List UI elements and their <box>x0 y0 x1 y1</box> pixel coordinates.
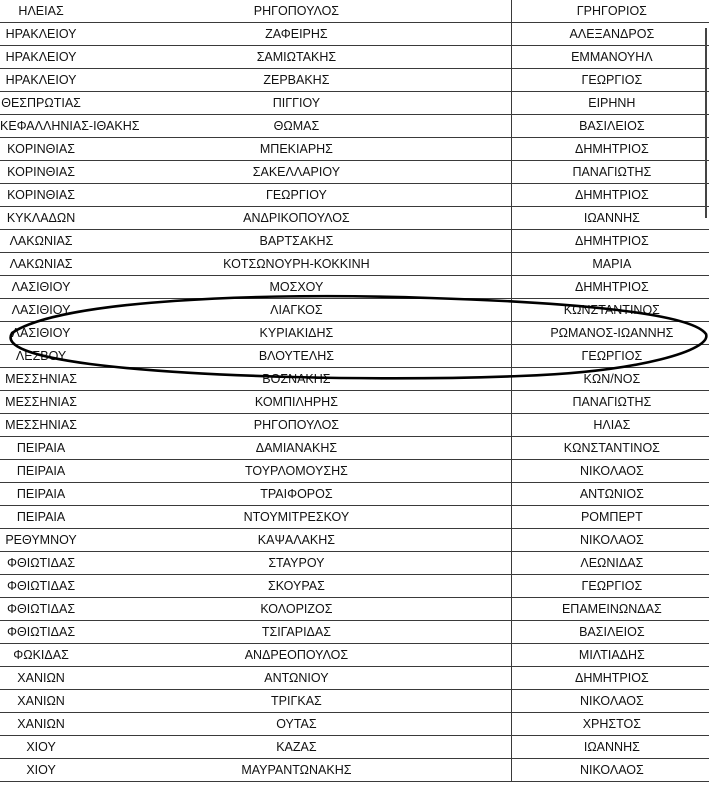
surname-cell: ΤΟΥΡΛΟΜΟΥΣΗΣ <box>82 460 511 483</box>
firstname-cell: ΝΙΚΟΛΑΟΣ <box>511 460 709 483</box>
surname-cell: ΜΠΕΚΙΑΡΗΣ <box>82 138 511 161</box>
table-row <box>0 23 709 46</box>
table-row <box>0 115 709 138</box>
region-cell: ΗΡΑΚΛΕΙΟΥ <box>0 23 82 46</box>
surname-cell: ΚΟΛΟΡΙΖΟΣ <box>82 598 511 621</box>
firstname-cell: ΚΩΝΣΤΑΝΤΙΝΟΣ <box>511 437 709 460</box>
region-cell: ΧΑΝΙΩΝ <box>0 690 82 713</box>
region-cell: ΛΑΚΩΝΙΑΣ <box>0 230 82 253</box>
surname-cell: ΡΗΓΟΠΟΥΛΟΣ <box>82 414 511 437</box>
region-cell: ΛΑΣΙΘΙΟΥ <box>0 299 82 322</box>
table-row <box>0 368 709 391</box>
firstname-cell: ΜΙΛΤΙΑΔΗΣ <box>511 644 709 667</box>
firstname-cell: ΓΡΗΓΟΡΙΟΣ <box>511 0 709 23</box>
table-row <box>0 713 709 736</box>
firstname-cell: ΗΛΙΑΣ <box>511 414 709 437</box>
firstname-cell: ΝΙΚΟΛΑΟΣ <box>511 690 709 713</box>
table-row <box>0 552 709 575</box>
firstname-cell: ΑΛΕΞΑΝΔΡΟΣ <box>511 23 709 46</box>
firstname-cell: ΓΕΩΡΓΙΟΣ <box>511 345 709 368</box>
surname-cell: ΖΕΡΒΑΚΗΣ <box>82 69 511 92</box>
firstname-cell: ΠΑΝΑΓΙΩΤΗΣ <box>511 391 709 414</box>
surname-cell: ΟΥΤΑΣ <box>82 713 511 736</box>
table-row <box>0 230 709 253</box>
table-row <box>0 529 709 552</box>
surname-cell: ΚΥΡΙΑΚΙΔΗΣ <box>82 322 511 345</box>
firstname-cell: ΓΕΩΡΓΙΟΣ <box>511 69 709 92</box>
surname-cell: ΤΡΑΙΦΟΡΟΣ <box>82 483 511 506</box>
surname-cell: ΖΑΦΕΙΡΗΣ <box>82 23 511 46</box>
surname-cell: ΤΡΙΓΚΑΣ <box>82 690 511 713</box>
firstname-cell: ΔΗΜΗΤΡΙΟΣ <box>511 276 709 299</box>
table-row <box>0 253 709 276</box>
region-cell: ΧΑΝΙΩΝ <box>0 713 82 736</box>
table-row <box>0 759 709 782</box>
region-cell: ΧΙΟΥ <box>0 759 82 782</box>
surname-cell: ΒΑΡΤΣΑΚΗΣ <box>82 230 511 253</box>
surname-cell: ΑΝΔΡΙΚΟΠΟΥΛΟΣ <box>82 207 511 230</box>
table-row <box>0 506 709 529</box>
firstname-cell: ΓΕΩΡΓΙΟΣ <box>511 575 709 598</box>
region-cell: ΡΕΘΥΜΝΟΥ <box>0 529 82 552</box>
surname-cell: ΣΑΚΕΛΛΑΡΙΟΥ <box>82 161 511 184</box>
surname-cell: ΓΕΩΡΓΙΟΥ <box>82 184 511 207</box>
surname-cell: ΛΙΑΓΚΟΣ <box>82 299 511 322</box>
table-row <box>0 207 709 230</box>
firstname-cell: ΑΝΤΩΝΙΟΣ <box>511 483 709 506</box>
table-row <box>0 690 709 713</box>
region-cell: ΗΡΑΚΛΕΙΟΥ <box>0 69 82 92</box>
table-row <box>0 598 709 621</box>
region-cell: ΦΘΙΩΤΙΔΑΣ <box>0 552 82 575</box>
surname-cell: ΤΣΙΓΑΡΙΔΑΣ <box>82 621 511 644</box>
surname-cell: ΚΟΜΠΙΛΗΡΗΣ <box>82 391 511 414</box>
table-row <box>0 46 709 69</box>
region-cell: ΜΕΣΣΗΝΙΑΣ <box>0 391 82 414</box>
region-cell: ΚΟΡΙΝΘΙΑΣ <box>0 138 82 161</box>
surname-cell: ΡΗΓΟΠΟΥΛΟΣ <box>82 0 511 23</box>
firstname-cell: ΒΑΣΙΛΕΙΟΣ <box>511 621 709 644</box>
surname-cell: ΠΙΓΓΙΟΥ <box>82 92 511 115</box>
region-cell: ΛΑΚΩΝΙΑΣ <box>0 253 82 276</box>
table-row <box>0 345 709 368</box>
table-row <box>0 644 709 667</box>
region-cell: ΚΥΚΛΑΔΩΝ <box>0 207 82 230</box>
table-row <box>0 736 709 759</box>
surname-cell: ΚΑΖΑΣ <box>82 736 511 759</box>
region-cell: ΚΟΡΙΝΘΙΑΣ <box>0 161 82 184</box>
table-row <box>0 92 709 115</box>
region-cell: ΧΙΟΥ <box>0 736 82 759</box>
firstname-cell: ΧΡΗΣΤΟΣ <box>511 713 709 736</box>
region-cell: ΗΡΑΚΛΕΙΟΥ <box>0 46 82 69</box>
region-cell: ΜΕΣΣΗΝΙΑΣ <box>0 368 82 391</box>
firstname-cell: ΔΗΜΗΤΡΙΟΣ <box>511 230 709 253</box>
firstname-cell: ΕΙΡΗΝΗ <box>511 92 709 115</box>
firstname-cell: ΚΩΝ/ΝΟΣ <box>511 368 709 391</box>
firstname-cell: ΕΜΜΑΝΟΥΗΛ <box>511 46 709 69</box>
table-row <box>0 621 709 644</box>
firstname-cell: ΚΩΝΣΤΑΝΤΙΝΟΣ <box>511 299 709 322</box>
region-cell: ΠΕΙΡΑΙΑ <box>0 437 82 460</box>
table-row <box>0 414 709 437</box>
table-row <box>0 161 709 184</box>
region-cell: ΦΩΚΙΔΑΣ <box>0 644 82 667</box>
region-cell: ΚΕΦΑΛΛΗΝΙΑΣ-ΙΘΑΚΗΣ <box>0 115 82 138</box>
firstname-cell: ΔΗΜΗΤΡΙΟΣ <box>511 667 709 690</box>
firstname-cell: ΝΙΚΟΛΑΟΣ <box>511 759 709 782</box>
table-row <box>0 667 709 690</box>
region-cell: ΛΑΣΙΘΙΟΥ <box>0 322 82 345</box>
surname-cell: ΒΛΟΥΤΕΛΗΣ <box>82 345 511 368</box>
surname-cell: ΜΟΣΧΟΥ <box>82 276 511 299</box>
firstname-cell: ΛΕΩΝΙΔΑΣ <box>511 552 709 575</box>
region-cell: ΛΕΣΒΟΥ <box>0 345 82 368</box>
table-row <box>0 483 709 506</box>
surname-cell: ΑΝΔΡΕΟΠΟΥΛΟΣ <box>82 644 511 667</box>
firstname-cell: ΠΑΝΑΓΙΩΤΗΣ <box>511 161 709 184</box>
table-row <box>0 276 709 299</box>
table-row <box>0 437 709 460</box>
surname-cell: ΣΚΟΥΡΑΣ <box>82 575 511 598</box>
firstname-cell: ΙΩΑΝΝΗΣ <box>511 207 709 230</box>
region-cell: ΠΕΙΡΑΙΑ <box>0 460 82 483</box>
region-cell: ΗΛΕΙΑΣ <box>0 0 82 23</box>
firstname-cell: ΕΠΑΜΕΙΝΩΝΔΑΣ <box>511 598 709 621</box>
table-row <box>0 69 709 92</box>
firstname-cell: ΙΩΑΝΝΗΣ <box>511 736 709 759</box>
region-cell: ΜΕΣΣΗΝΙΑΣ <box>0 414 82 437</box>
firstname-cell: ΒΑΣΙΛΕΙΟΣ <box>511 115 709 138</box>
firstname-cell: ΡΩΜΑΝΟΣ-ΙΩΑΝΝΗΣ <box>511 322 709 345</box>
surname-cell: ΣΤΑΥΡΟΥ <box>82 552 511 575</box>
surname-cell: ΝΤΟΥΜΙΤΡΕΣΚΟΥ <box>82 506 511 529</box>
surname-cell: ΑΝΤΩΝΙΟΥ <box>82 667 511 690</box>
table-row <box>0 138 709 161</box>
table-row <box>0 299 709 322</box>
surname-cell: ΘΩΜΑΣ <box>82 115 511 138</box>
surname-cell: ΣΑΜΙΩΤΑΚΗΣ <box>82 46 511 69</box>
region-cell: ΦΘΙΩΤΙΔΑΣ <box>0 621 82 644</box>
region-cell: ΧΑΝΙΩΝ <box>0 667 82 690</box>
region-cell: ΚΟΡΙΝΘΙΑΣ <box>0 184 82 207</box>
table-row <box>0 322 709 345</box>
firstname-cell: ΔΗΜΗΤΡΙΟΣ <box>511 184 709 207</box>
region-cell: ΦΘΙΩΤΙΔΑΣ <box>0 575 82 598</box>
surname-cell: ΚΟΤΣΩΝΟΥΡΗ-ΚΟΚΚΙΝΗ <box>82 253 511 276</box>
table-row <box>0 391 709 414</box>
region-cell: ΠΕΙΡΑΙΑ <box>0 483 82 506</box>
table-row <box>0 575 709 598</box>
surname-cell: ΔΑΜΙΑΝΑΚΗΣ <box>82 437 511 460</box>
region-cell: ΦΘΙΩΤΙΔΑΣ <box>0 598 82 621</box>
region-cell: ΘΕΣΠΡΩΤΙΑΣ <box>0 92 82 115</box>
surname-cell: ΒΟΣΝΑΚΗΣ <box>82 368 511 391</box>
table-row <box>0 460 709 483</box>
table-row <box>0 0 709 23</box>
firstname-cell: ΔΗΜΗΤΡΙΟΣ <box>511 138 709 161</box>
region-cell: ΠΕΙΡΑΙΑ <box>0 506 82 529</box>
firstname-cell: ΡΟΜΠΕΡΤ <box>511 506 709 529</box>
region-cell: ΛΑΣΙΘΙΟΥ <box>0 276 82 299</box>
firstname-cell: ΝΙΚΟΛΑΟΣ <box>511 529 709 552</box>
firstname-cell: ΜΑΡΙΑ <box>511 253 709 276</box>
surname-cell: ΚΑΨΑΛΑΚΗΣ <box>82 529 511 552</box>
table-row <box>0 184 709 207</box>
surname-cell: ΜΑΥΡΑΝΤΩΝΑΚΗΣ <box>82 759 511 782</box>
page-edge-line <box>705 28 707 218</box>
